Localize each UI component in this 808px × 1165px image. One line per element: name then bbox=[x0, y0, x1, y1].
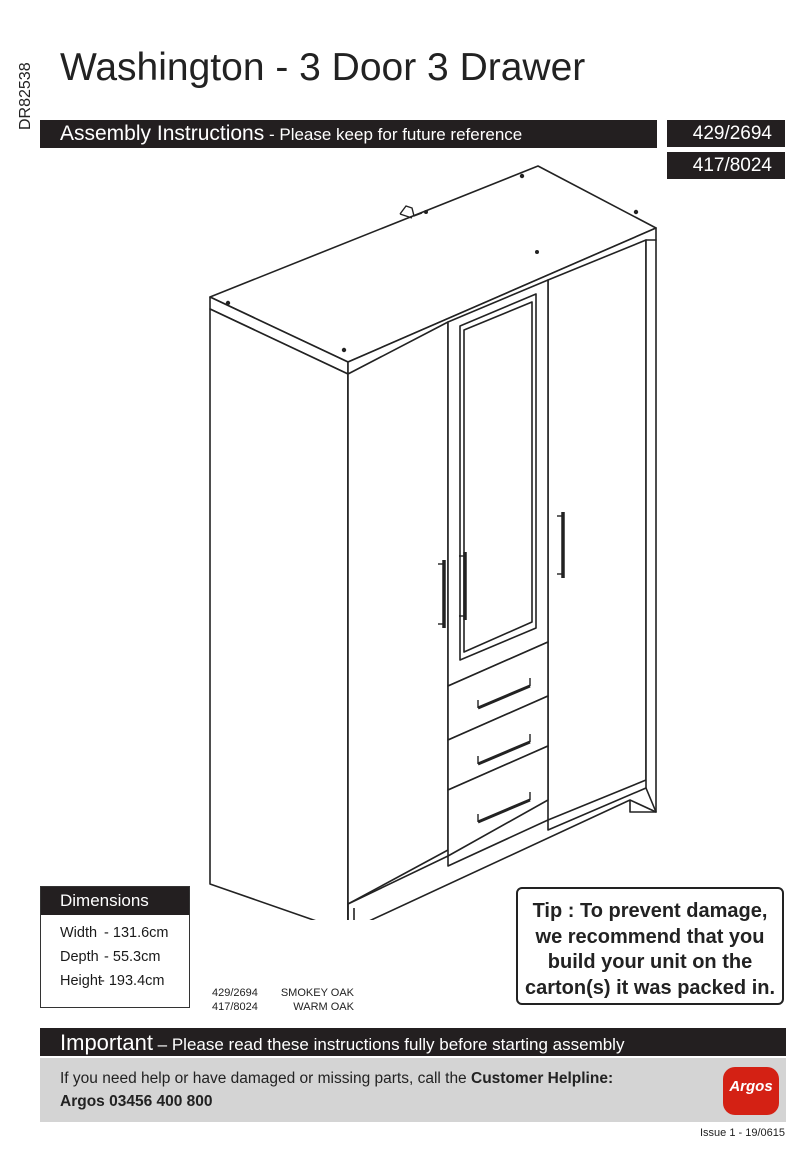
dimension-label: Width bbox=[60, 925, 98, 941]
dimension-row bbox=[41, 945, 189, 969]
dimension-label: Height bbox=[60, 973, 102, 989]
dimension-value: - 193.4cm bbox=[100, 973, 165, 989]
tip-box bbox=[516, 887, 784, 1005]
document-code bbox=[8, 30, 38, 130]
subtitle-bar bbox=[40, 120, 657, 148]
finish-code: 417/8024 bbox=[212, 1001, 258, 1013]
dimension-row bbox=[41, 921, 189, 945]
dimension-label: Depth bbox=[60, 949, 99, 965]
tip-line: build your unit on the bbox=[547, 951, 753, 973]
important-notice bbox=[60, 1029, 624, 1058]
helpline-label: Customer Helpline: bbox=[471, 1070, 614, 1087]
important-bar bbox=[40, 1028, 786, 1056]
helpline-box bbox=[40, 1058, 786, 1122]
product-code-box bbox=[667, 120, 785, 147]
document-code-text: DR82538 bbox=[17, 62, 34, 130]
finish-list bbox=[212, 986, 354, 1014]
helpline-text bbox=[60, 1070, 613, 1088]
product-code: 417/8024 bbox=[692, 155, 772, 176]
finish-name: WARM OAK bbox=[293, 1001, 354, 1013]
issue-number: Issue 1 - 19/0615 bbox=[699, 1127, 785, 1139]
argos-logo-text: Argos bbox=[729, 1078, 773, 1095]
subtitle-note: - Please keep for future reference bbox=[264, 125, 523, 144]
product-code-box bbox=[667, 152, 785, 179]
tip-line: Tip : To prevent damage, bbox=[532, 900, 768, 922]
tip-line: we recommend that you bbox=[535, 925, 765, 948]
subtitle bbox=[60, 121, 522, 148]
finish-name: SMOKEY OAK bbox=[280, 987, 354, 999]
dimension-value: - 131.6cm bbox=[104, 925, 169, 941]
dimensions-box bbox=[40, 886, 190, 1008]
page-title: Washington - 3 Door 3 Drawer bbox=[60, 46, 586, 89]
finish-row bbox=[212, 986, 354, 1000]
finish-code: 429/2694 bbox=[212, 987, 258, 999]
dimension-value: - 55.3cm bbox=[104, 949, 161, 965]
finish-row bbox=[212, 1000, 354, 1014]
dimensions-header: Dimensions bbox=[41, 887, 189, 915]
helpline-intro: If you need help or have damaged or missing parts, call the bbox=[60, 1070, 471, 1087]
helpline-number: Argos 03456 400 800 bbox=[60, 1093, 213, 1110]
dimension-row bbox=[41, 969, 189, 993]
subtitle-main: Assembly Instructions bbox=[60, 122, 265, 145]
important-label: Important bbox=[60, 1030, 153, 1055]
wardrobe-illustration bbox=[200, 160, 670, 920]
important-text: – Please read these instructions fully before starting assembly bbox=[152, 1035, 625, 1054]
tip-line: carton(s) it was packed in. bbox=[524, 976, 776, 999]
argos-logo bbox=[723, 1067, 779, 1115]
product-code: 429/2694 bbox=[692, 123, 772, 144]
